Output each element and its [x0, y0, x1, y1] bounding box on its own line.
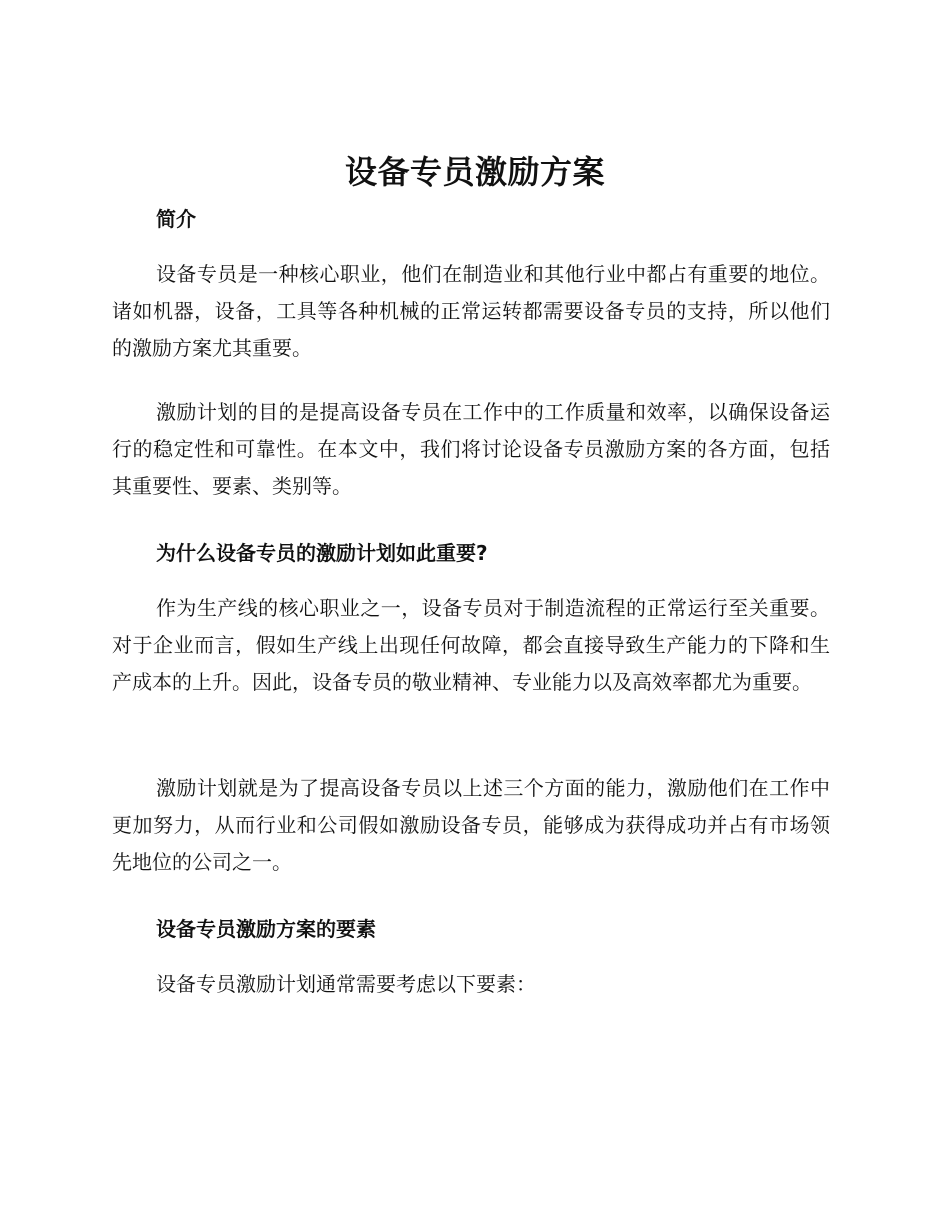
- section-heading-importance: 为什么设备专员的激励计划如此重要?: [156, 541, 488, 565]
- document-title: 设备专员激励方案: [344, 153, 605, 191]
- paragraph: 设备专员激励计划通常需要考虑以下要素：: [156, 972, 536, 996]
- paragraph: 设备专员是一种核心职业，他们在制造业和其他行业中都占有重要的地位。诸如机器，设备，工具等各种机械的正常运转都需要设备专员的支持，所以他们的激励方案尤其重要。: [112, 262, 830, 360]
- section-heading-intro: 简介: [156, 207, 196, 231]
- section-heading-elements: 设备专员激励方案的要素: [156, 917, 376, 941]
- paragraph: 激励计划的目的是提高设备专员在工作中的工作质量和效率，以确保设备运行的稳定性和可靠性。在本文中，我们将讨论设备专员激励方案的各方面，包括其重要性、要素、类别等。: [112, 400, 830, 498]
- paragraph: 激励计划就是为了提高设备专员以上述三个方面的能力，激励他们在工作中更加努力，从而行业和公司假如激励设备专员，能够成为获得成功并占有市场领先地位的公司之一。: [112, 776, 830, 874]
- paragraph: 作为生产线的核心职业之一，设备专员对于制造流程的正常运行至关重要。对于企业而言，假如生产线上出现任何故障，都会直接导致生产能力的下降和生产成本的上升。因此，设备专员的敬业精神、专业能力以及高效率都尤为重要。: [112, 596, 830, 694]
